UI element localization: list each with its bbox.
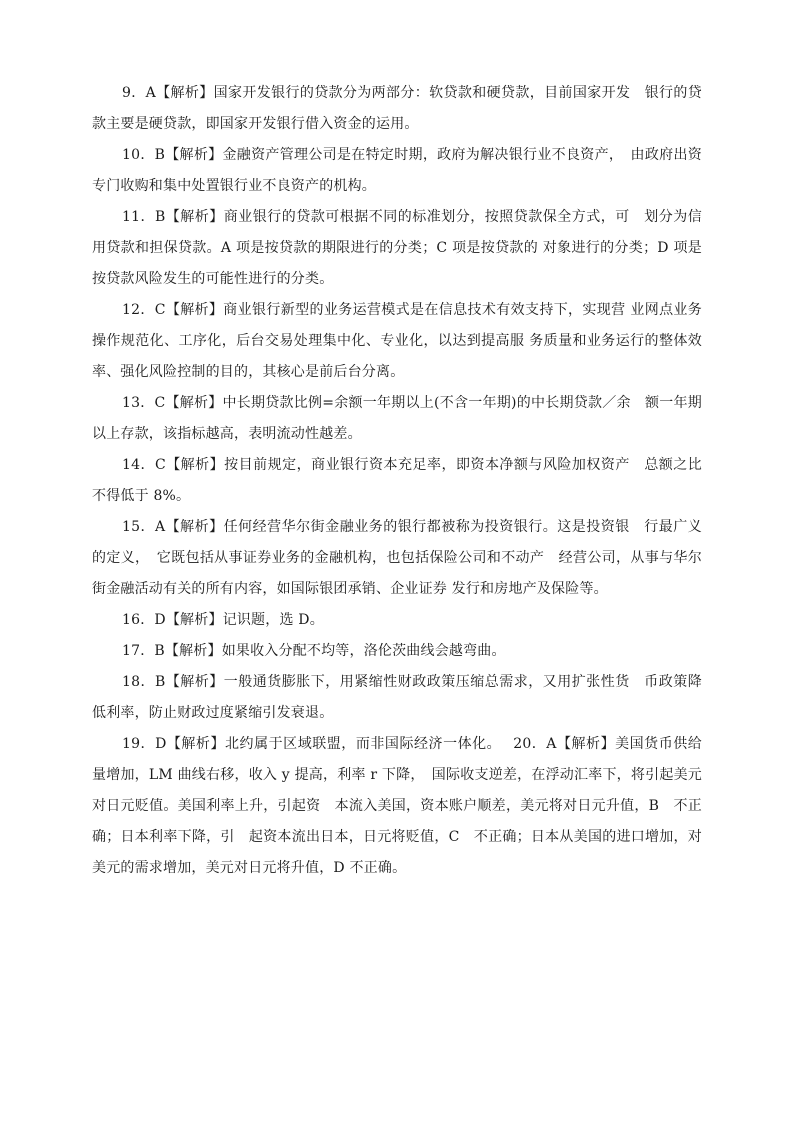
- answer-text: 14．C【解析】按目前规定，商业银行资本充足率，即资本净额与风险加权资产 总额之比不得低于 8%。: [92, 457, 702, 504]
- answer-item-18: [92, 667, 702, 729]
- answer-text: 19．D【解析】北约属于区域联盟，而非国际经济一体化。: [122, 736, 502, 752]
- answer-item-14: [92, 450, 702, 512]
- answer-text: 12．C【解析】商业银行新型的业务运营模式是在信息技术有效支持下，实现营 业网点业务操作规范化、工序化，后台交易处理集中化、专业化，以达到提高服 务质量和业务运行的整体效率、强化风险控制的目的，其核心是前后台分离。: [92, 302, 702, 380]
- answer-text: 15．A【解析】任何经营华尔街金融业务的银行都被称为投资银行。这是投资银 行最广义的定义， 它既包括从事证券业务的金融机构，也包括保险公司和不动产 经营公司，从事与华尔街金融活动有关的所有内容，如国际银团承销、企业证券 发行和房地产及保险等。: [92, 519, 702, 597]
- document-page: [92, 78, 702, 884]
- answer-item-11: [92, 202, 702, 295]
- answer-item-19-20: [92, 729, 702, 884]
- answer-text: 13．C【解析】中长期贷款比例=余额一年期以上(不含一年期)的中长期贷款／余 额一年期以上存款，该指标越高，表明流动性越差。: [92, 395, 702, 442]
- answer-text: 11．B【解析】商业银行的贷款可根据不同的标准划分，按照贷款保全方式，可 划分为信用贷款和担保贷款。A 项是按贷款的期限进行的分类；C 项是按贷款的 对象进行的分类；D 项是按贷款风险发生的可能性进行的分类。: [92, 209, 702, 287]
- answer-text: 18．B【解析】一般通货膨胀下，用紧缩性财政政策压缩总需求，又用扩张性货 币政策降低利率，防止财政过度紧缩引发衰退。: [92, 674, 702, 721]
- answer-item-10: [92, 140, 702, 202]
- answer-item-20-text: 20．A【解析】美国货币供给量增加，LM 曲线右移，收入 y 提高，利率 r 下降， 国际收支逆差，在浮动汇率下，将引起美元对日元贬值。美国利率上升，引起资 本流入美国，资本账户顺差，美元将对日元升值，B 不正确；日本利率下降，引 起资本流出日本，日元将贬值，C 不正确；日本从美国的进口增加，对美元的需求增加，美元对日元将升值，D 不正确。: [92, 736, 702, 876]
- answer-item-17: [92, 636, 702, 667]
- answer-item-15: [92, 512, 702, 605]
- answer-text: 16．D【解析】记识题，选 D。: [122, 612, 324, 628]
- answer-item-9: [92, 78, 702, 140]
- answer-item-16: [92, 605, 702, 636]
- answer-text: 9．A【解析】国家开发银行的贷款分为两部分：软贷款和硬贷款，目前国家开发 银行的贷款主要是硬贷款，即国家开发银行借入资金的运用。: [92, 85, 702, 132]
- answer-text: 17．B【解析】如果收入分配不均等，洛伦茨曲线会越弯曲。: [122, 643, 506, 659]
- answer-item-13: [92, 388, 702, 450]
- answer-item-12: [92, 295, 702, 388]
- answer-text: 10．B【解析】金融资产管理公司是在特定时期，政府为解决银行业不良资产， 由政府出资专门收购和集中处置银行业不良资产的机构。: [92, 147, 702, 194]
